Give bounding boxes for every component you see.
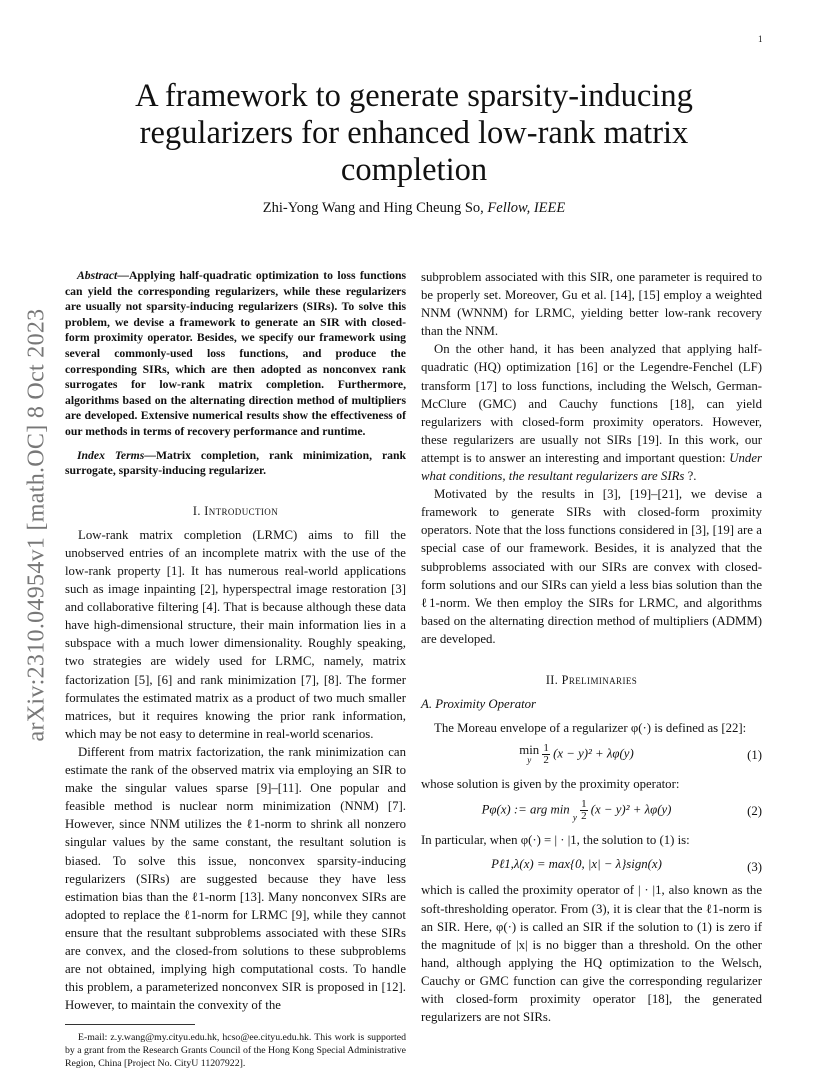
eq2-lhs: Pφ(x) := arg min <box>481 802 570 817</box>
eq2-number: (2) <box>747 804 762 819</box>
index-terms <box>65 448 406 479</box>
eq2-sub: y <box>572 812 577 823</box>
intro-paragraph-1: Low-rank matrix completion (LRMC) aims to fill the unobserved entries of an incomplete matrix with the use of the low-rank property [1]. It has numerous real-world applications such as image inpainting [2], hyperspectral image restoration [3] and collaborative filtering [4]. That is because although these data have high-dimensional structure, their main information lies in a subspace with a much lower dimensionality. Roughly speaking, two strategies are widely used for LRMC, namely, matrix factorization [5], [6] and rank minimization [7], [8]. The former formulates the estimated matrix as a product of two much smaller matrices, but it requires knowing the prior rank information, which may be not easy to determine in real-world scenarios. <box>65 527 406 741</box>
eq1-rhs: (x − y)² + λφ(y) <box>553 746 634 761</box>
eq1-min: min <box>519 743 540 758</box>
section-title: Preliminaries <box>561 672 638 687</box>
equation-1 <box>421 737 762 775</box>
section-title: Introduction <box>204 503 279 518</box>
abstract <box>65 268 406 440</box>
paper-title: A framework to generate sparsity-inducing regularizers for enhanced low-rank matrix completion <box>135 78 693 188</box>
page-number: 1 <box>758 34 763 44</box>
abstract-text: —Applying half-quadratic optimization to loss functions can yield the corresponding regularizers, while these regularizers are usually not sparsity-inducing regularizers (SIRs). To solve this problem, we devise a framework to generate an SIR with closed-form proximity operator. Besides, we specify our framework using several commonly-used loss functions, and produce the corresponding SIRs, which are then adopted as nonconvex rank surrogates for low-rank matrix completion. Furthermore, algorithms based on the alternating direction method of multipliers are developed. Extensive numerical results show the effectiveness of our methods in terms of recovery performance and runtime. <box>65 269 406 438</box>
p2-end: ?. <box>684 469 697 484</box>
arxiv-stamp <box>22 280 52 770</box>
arxiv-stamp-text: arXiv:2310.04954v1 [math.OC] 8 Oct 2023 <box>23 308 50 742</box>
section-heading-introduction <box>65 502 406 520</box>
right-paragraph-1: subproblem associated with this SIR, one parameter is required to be properly set. Moreover, Gu et al. [14], [15] employ a weighted NNM (WNNM) for LRMC, yielding better low-rank recovery than the NNM. <box>421 270 762 339</box>
prelim-closing: which is called the proximity operator of | · |1, also known as the soft-thresholding operator. From (3), it is clear that the ℓ1-norm is an SIR. Here, φ(·) is called an SIR if the solution to (1) is zero if the magnitude of |x| is no bigger than a threshold. On the other hand, although applying the HQ optimization to the Welsch, Cauchy or GMC function can give the corresponding regularizer with closed-form proximity operator [18], the generated regularizers are not SIRs. <box>421 883 762 1025</box>
section-number: I. <box>192 503 201 518</box>
equation-3 <box>421 849 762 881</box>
half-fraction: $\frac{1}{2}$ <box>581 798 587 823</box>
right-column <box>421 268 762 1026</box>
author-line <box>100 200 728 217</box>
footnote-rule <box>65 1024 195 1025</box>
after-eq1: whose solution is given by the proximity operator: <box>421 777 680 792</box>
p2-main: On the other hand, it has been analyzed that applying half-quadratic (HQ) optimization [16] or the Legendre-Fenchel (LF) transform [17] to loss functions, including the Welsch, German-McClure (GMC) and Cauchy functions [18], can yield regularizers with closed-form proximity operators. However, these regularizers are usually not SIRs [19]. In this work, our attempt is to answer an interesting and important question: <box>421 342 762 465</box>
eq1-number: (1) <box>747 748 762 763</box>
prelim-intro: The Moreau envelope of a regularizer φ(·) is defined as [22]: <box>434 721 747 736</box>
right-paragraph-3: Motivated by the results in [3], [19]–[21], we devise a framework to generate SIRs with closed-form proximity operators. Note that the loss functions considered in [3], [19] are a special case of our framework. Besides, it is analyzed that the subproblems associated with our SIRs are convex with closed-form solutions and our SIRs can yield a less bias solution than the ℓ1-norm. We then employ the SIRs for LRMC, and algorithms based on the alternating direction method of multipliers (ADMM) are developed. <box>421 487 762 646</box>
eq1-sub: y <box>527 755 532 766</box>
author-names: Zhi-Yong Wang and Hing Cheung So, <box>262 200 484 216</box>
author-affiliation: Fellow, IEEE <box>487 200 566 216</box>
footnote: E-mail: z.y.wang@my.cityu.edu.hk, hcso@ee.cityu.edu.hk. This work is supported by a grant from the Research Grants Council of the Hong Kong Special Administrative Region, China [Project No. CityU 11207922]. <box>65 1032 406 1070</box>
right-paragraph-2 <box>421 340 762 485</box>
after-eq2: In particular, when φ(·) = | · |1, the solution to (1) is: <box>421 833 690 848</box>
section-heading-preliminaries <box>421 671 762 689</box>
section-number: II. <box>545 672 559 687</box>
eq2-rhs: (x − y)² + λφ(y) <box>590 802 672 817</box>
abstract-label: Abstract <box>77 269 118 282</box>
subsection-title: A. Proximity Operator <box>421 697 537 712</box>
p2-question: Under what conditions, the resultant regularizers are SIRs <box>421 450 762 484</box>
eq3-number: (3) <box>747 860 762 875</box>
intro-paragraph-2: Different from matrix factorization, the rank minimization can estimate the rank of the observed matrix via employing an SIR to make the singular values sparse [9]–[11]. One popular and feasible method is nuclear norm minimization (NNM) [7]. However, since NNM utilizes the ℓ1-norm to shrink all nonzero singular values by the same constant, the resultant solution is biased. To solve this issue, nonconvex sparsity-inducing regularizers (SIRs) are suggested because they have less estimation bias than the ℓ1-norm [13]. Many nonconvex SIRs are adopted to replace the ℓ1-norm for LRMC [9], while they cannot ensure that the resultant subproblems associated with these SIRs are convex, and the closed-from solutions to these subproblems are not obtained, implying high computational costs. To handle this problem, a parameterized nonconvex SIR is proposed in [12]. However, to maintain the convexity of the <box>65 744 406 1013</box>
index-terms-text: —Matrix completion, rank minimization, rank surrogate, sparsity-inducing regularizer. <box>65 448 406 478</box>
half-fraction: $\frac{1}{2}$ <box>543 742 549 767</box>
index-terms-label: Index Terms <box>77 448 145 462</box>
equation-2 <box>421 793 762 831</box>
eq3-text: Pℓ1,λ(x) = max{0, |x| − λ}sign(x) <box>491 857 662 872</box>
left-column <box>65 268 406 1070</box>
